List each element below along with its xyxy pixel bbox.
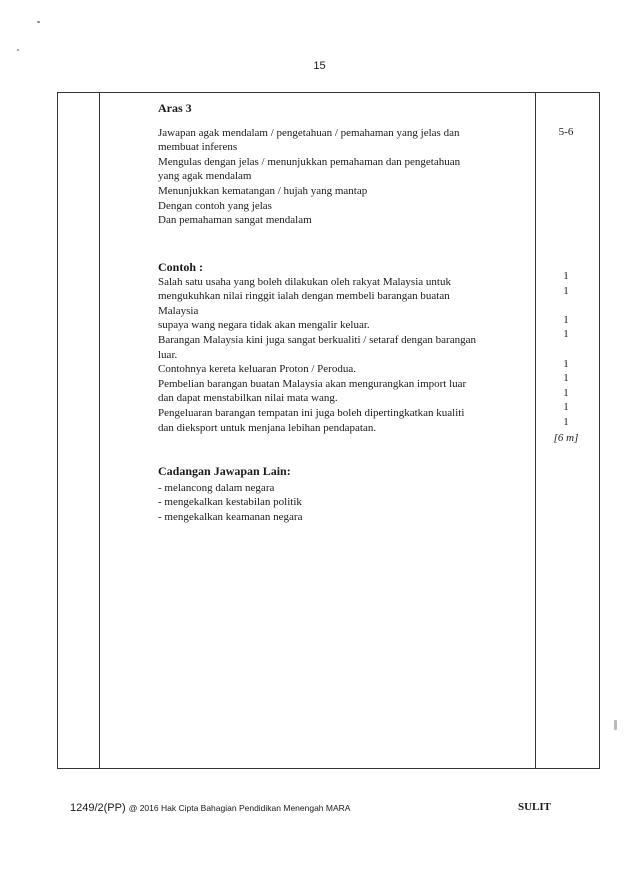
example-line: Salah satu usaha yang boleh dilakukan oleh rakyat Malaysia untuk bbox=[158, 275, 451, 288]
scan-speck bbox=[17, 49, 19, 51]
level-marks-range: 5-6 bbox=[558, 126, 574, 138]
example-line: Pengeluaran barangan tempatan ini juga boleh dipertingkatkan kualiti bbox=[158, 406, 465, 419]
example-line: mengukuhkan nilai ringgit ialah dengan membeli barangan buatan bbox=[158, 290, 450, 303]
mark-value bbox=[535, 298, 597, 313]
level-line: membuat inferens bbox=[158, 141, 238, 154]
example-line: Malaysia bbox=[158, 304, 199, 317]
level-line: Menunjukkan kematangan / hujah yang mantap bbox=[158, 184, 368, 197]
example-line: dan dapat menstabilkan nilai mata wang. bbox=[158, 392, 338, 405]
level-line: yang agak mendalam bbox=[158, 170, 252, 183]
page-number: 15 bbox=[313, 60, 326, 72]
example-line: Pembelian barangan buatan Malaysia akan mengurangkan import luar bbox=[158, 377, 467, 390]
level-line: Dengan contoh yang jelas bbox=[158, 199, 272, 212]
classification-label: SULIT bbox=[518, 801, 552, 813]
level-heading: Aras 3 bbox=[158, 101, 192, 115]
alternative-item: - melancong dalam negara bbox=[158, 481, 275, 494]
level-line: Jawapan agak mendalam / pengetahuan / pemahaman yang jelas dan bbox=[158, 126, 460, 139]
example-line: luar. bbox=[158, 348, 178, 361]
footer-code bbox=[70, 802, 350, 814]
level-line: Mengulas dengan jelas / menunjukkan pemahaman dan pengetahuan bbox=[158, 155, 461, 168]
example-line: dan dieksport untuk menjana lebihan pendapatan. bbox=[158, 421, 377, 434]
alternative-heading: Cadangan Jawapan Lain: bbox=[158, 464, 291, 478]
mark-value: 1 bbox=[563, 386, 569, 399]
example-line: supaya wang negara tidak akan mengalir keluar. bbox=[158, 319, 370, 332]
copyright-notice: @ 2016 Hak Cipta Bahagian Pendidikan Menengah MARA bbox=[128, 803, 351, 813]
total-marks: [6 m] bbox=[553, 431, 579, 444]
paper-code: 1249/2(PP) bbox=[70, 802, 126, 814]
mark-value bbox=[535, 342, 597, 357]
mark-value: 1 bbox=[563, 328, 569, 341]
alternative-item: - mengekalkan kestabilan politik bbox=[158, 496, 302, 509]
mark-value: 1 bbox=[563, 284, 569, 297]
example-section bbox=[158, 260, 538, 435]
mark-value: 1 bbox=[563, 401, 569, 414]
level-line: Dan pemahaman sangat mendalam bbox=[158, 214, 312, 227]
example-heading: Contoh : bbox=[158, 260, 204, 274]
example-marks-column bbox=[535, 269, 597, 445]
mark-value: 1 bbox=[563, 313, 569, 326]
alternative-answers-section bbox=[158, 464, 538, 524]
mark-value: 1 bbox=[563, 415, 569, 428]
scan-speck bbox=[37, 21, 40, 23]
example-line: Barangan Malaysia kini juga sangat berkualiti / setaraf dengan barangan bbox=[158, 333, 476, 346]
mark-value: 1 bbox=[563, 270, 569, 282]
scan-speck bbox=[614, 720, 617, 730]
alternative-item: - mengekalkan keamanan negara bbox=[158, 510, 303, 523]
table-divider-left bbox=[99, 93, 100, 768]
example-line: Contohnya kereta keluaran Proton / Perodua. bbox=[158, 363, 356, 376]
level-3-section bbox=[158, 101, 538, 228]
mark-value: 1 bbox=[563, 372, 569, 385]
mark-value: 1 bbox=[563, 357, 569, 370]
